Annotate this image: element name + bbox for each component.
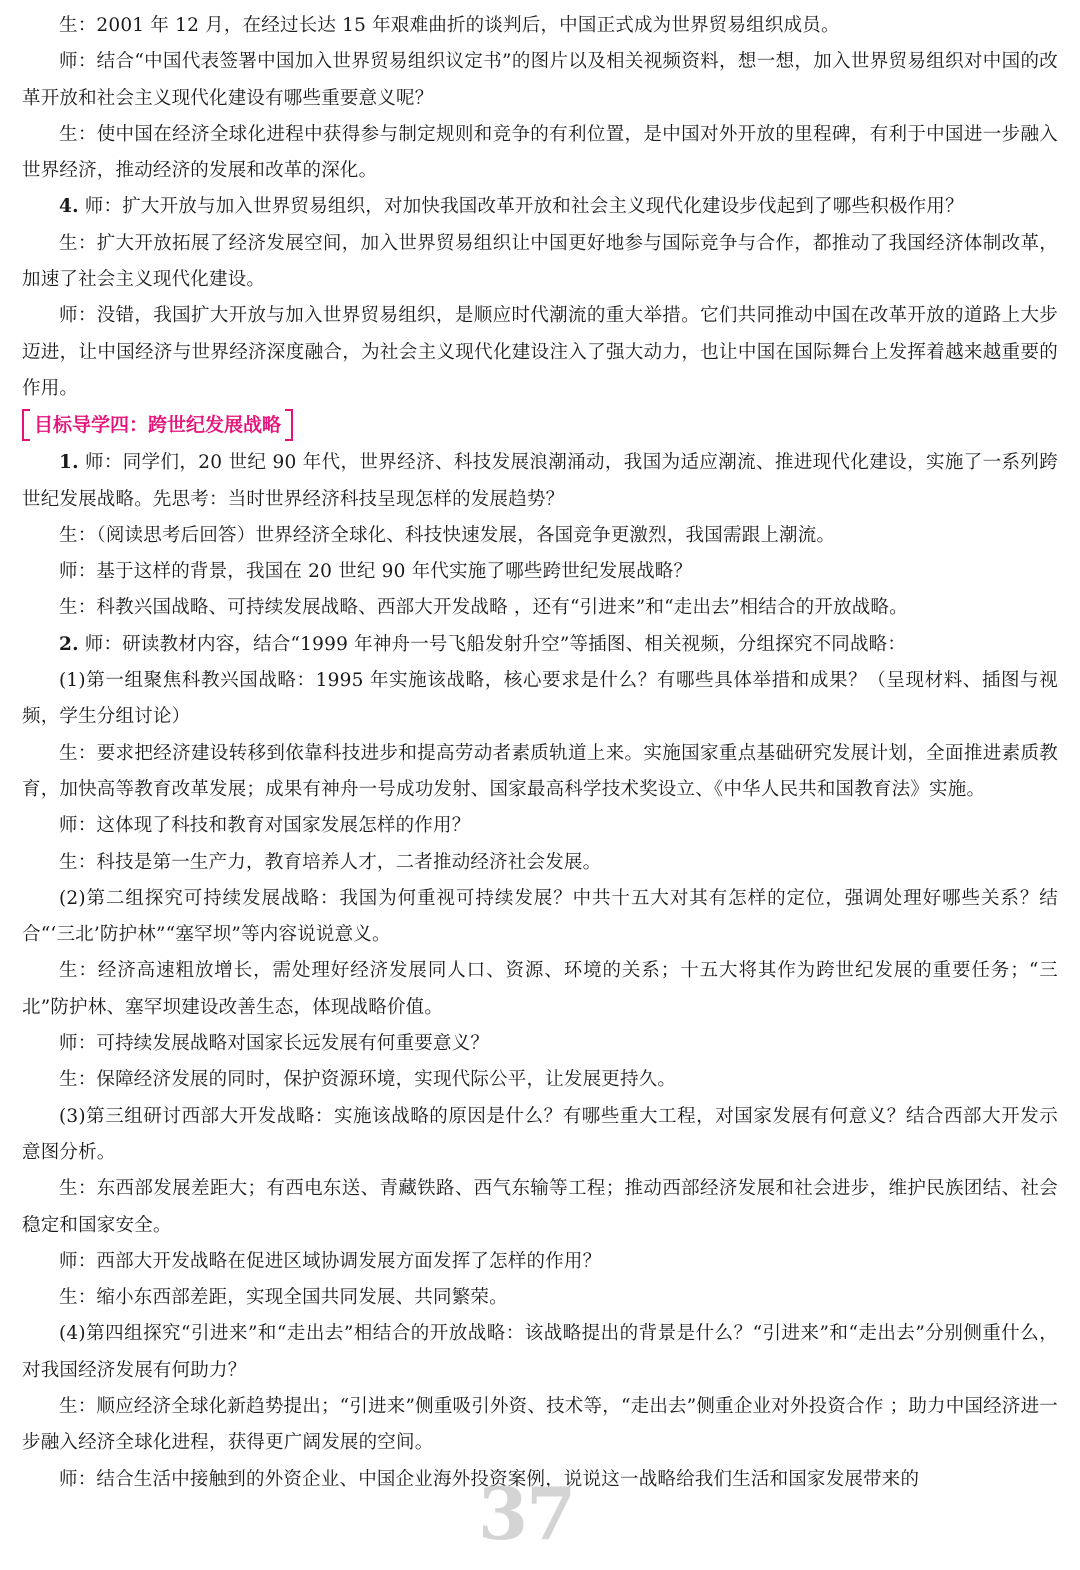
paragraph — [22, 1062, 1058, 1098]
paragraph-text: (2)第二组探究可持续发展战略：我国为何重视可持续发展？中共十五大对其有怎样的定位，强调处理好哪些关系？结合“‘三北’防护林”“塞罕坝”等内容说说意义。 — [22, 887, 1058, 946]
paragraph-text: 生：（阅读思考后回答）世界经济全球化、科技快速发展，各国竞争更激烈，我国需跟上潮流。 — [59, 524, 836, 546]
paragraph — [22, 8, 1058, 44]
paragraph — [22, 736, 1058, 809]
page-number: 37 — [478, 1471, 575, 1556]
paragraph-text: 生：2001 年 12 月，在经过长达 15 年艰难曲折的谈判后，中国正式成为世界贸易组织成员。 — [59, 15, 840, 36]
paragraph — [22, 845, 1058, 881]
paragraph — [22, 627, 1058, 663]
paragraph-text: 生：顺应经济全球化新趋势提出；“引进来”侧重吸引外资、技术等，“走出去”侧重企业对外投资合作 ；助力中国经济进一步融入经济全球化进程，获得更广阔发展的空间。 — [22, 1395, 1058, 1454]
paragraph-text: 生：经济高速粗放增长，需处理好经济发展同人口、资源、环境的关系；十五大将其作为跨世纪发展的重要任务；“三北”防护林、塞罕坝建设改善生态，体现战略价值。 — [22, 960, 1058, 1018]
paragraph-text: 生：东西部发展差距大；有西电东送、青藏铁路、西气东输等工程；推动西部经济发展和社会进步，维护民族团结、社会稳定和国家安全。 — [22, 1178, 1058, 1236]
item-number: 2. — [59, 633, 79, 655]
paragraph — [22, 226, 1058, 299]
section-heading-wrapper — [22, 407, 1058, 445]
paragraph-text: 生：科教兴国战略、可持续发展战略、西部大开发战略 ，还有“引进来”和“走出去”相结合的开放战略。 — [59, 597, 908, 619]
section-heading: 目标导学四：跨世纪发展战略 — [22, 409, 293, 441]
paragraph — [22, 1026, 1058, 1062]
paragraph-text: 生：缩小东西部差距，实现全国共同发展、共同繁荣。 — [59, 1287, 508, 1309]
paragraph — [22, 953, 1058, 1026]
paragraph-text: 师：研读教材内容，结合“1999 年神舟一号飞船发射升空”等插图、相关视频，分组探究不同战略： — [78, 633, 907, 655]
paragraph-text: 师：西部大开发战略在促进区域协调发展方面发挥了怎样的作用？ — [59, 1250, 602, 1272]
paragraph — [22, 663, 1058, 736]
item-number: 4. — [59, 196, 79, 218]
paragraph — [22, 445, 1058, 518]
paragraph — [22, 298, 1058, 407]
paragraph-text: 师：基于这样的背景，我国在 20 世纪 90 年代实施了哪些跨世纪发展战略？ — [59, 561, 693, 583]
paragraph — [22, 808, 1058, 844]
item-number: 1. — [59, 452, 79, 474]
paragraph-text: (4)第四组探究“引进来”和“走出去”相结合的开放战略：该战略提出的背景是什么？“引进来”和“走出去”分别侧重什么，对我国经济发展有何助力？ — [22, 1323, 1058, 1381]
paragraph-text: 生：要求把经济建设转移到依靠科技进步和提高劳动者素质轨道上来。实施国家重点基础研究发展计划，全面推进素质教育，加快高等教育改革发展；成果有神舟一号成功发射、国家最高科学技术奖设立、《中华人民共和国教育法》实施。 — [22, 742, 1058, 800]
paragraph-text: (3)第三组研讨西部大开发战略：实施该战略的原因是什么？有哪些重大工程，对国家发展有何意义？结合西部大开发示意图分析。 — [22, 1105, 1058, 1163]
body-text-upper — [22, 8, 1058, 407]
paragraph — [22, 1280, 1058, 1316]
body-text-lower — [22, 445, 1058, 1498]
paragraph-text: 师：这体现了科技和教育对国家发展怎样的作用？ — [59, 815, 471, 837]
document-page — [22, 8, 1058, 1498]
paragraph — [22, 189, 1058, 225]
paragraph — [22, 1244, 1058, 1280]
paragraph — [22, 44, 1058, 117]
paragraph-text: 生：扩大开放拓展了经济发展空间，加入世界贸易组织让中国更好地参与国际竞争与合作，都推动了我国经济体制改革，加速了社会主义现代化建设。 — [22, 232, 1058, 291]
paragraph — [22, 1171, 1058, 1244]
paragraph-text: 师：没错，我国扩大开放与加入世界贸易组织，是顺应时代潮流的重大举措。它们共同推动中国在改革开放的道路上大步迈进，让中国经济与世界经济深度融合，为社会主义现代化建设注入了强大动力，也让中国在国际舞台上发挥着越来越重要的作用。 — [22, 305, 1058, 399]
paragraph — [22, 1389, 1058, 1462]
paragraph-text: 生：科技是第一生产力，教育培养人才，二者推动经济社会发展。 — [59, 851, 602, 873]
paragraph-text: 师：结合生活中接触到的外资企业、中国企业海外投资案例，说说这一战略给我们生活和国家发展带来的 — [59, 1468, 920, 1490]
paragraph-text: 师：扩大开放与加入世界贸易组织，对加快我国改革开放和社会主义现代化建设步伐起到了哪些积极作用？ — [78, 196, 964, 218]
paragraph — [22, 590, 1058, 626]
paragraph-text: 师：结合“中国代表签署中国加入世界贸易组织议定书”的图片以及相关视频资料，想一想，加入世界贸易组织对中国的改革开放和社会主义现代化建设有哪些重要意义呢？ — [22, 51, 1058, 109]
paragraph — [22, 554, 1058, 590]
paragraph — [22, 1316, 1058, 1389]
paragraph-text: 师：同学们，20 世纪 90 年代，世界经济、科技发展浪潮涌动，我国为适应潮流、推进现代化建设，实施了一系列跨世纪发展战略。先思考：当时世界经济科技呈现怎样的发展趋势？ — [22, 452, 1058, 510]
paragraph-text: 生：使中国在经济全球化进程中获得参与制定规则和竞争的有利位置，是中国对外开放的里程碑，有利于中国进一步融入世界经济，推动经济的发展和改革的深化。 — [22, 123, 1058, 182]
paragraph — [22, 881, 1058, 954]
paragraph-text: (1)第一组聚焦科教兴国战略：1995 年实施该战略，核心要求是什么？有哪些具体举措和成果？（呈现材料、插图与视频，学生分组讨论） — [22, 670, 1058, 728]
paragraph — [22, 518, 1058, 554]
paragraph — [22, 1099, 1058, 1172]
paragraph-text: 师：可持续发展战略对国家长远发展有何重要意义？ — [59, 1033, 490, 1055]
paragraph-text: 生：保障经济发展的同时，保护资源环境，实现代际公平，让发展更持久。 — [59, 1069, 677, 1091]
paragraph — [22, 117, 1058, 190]
